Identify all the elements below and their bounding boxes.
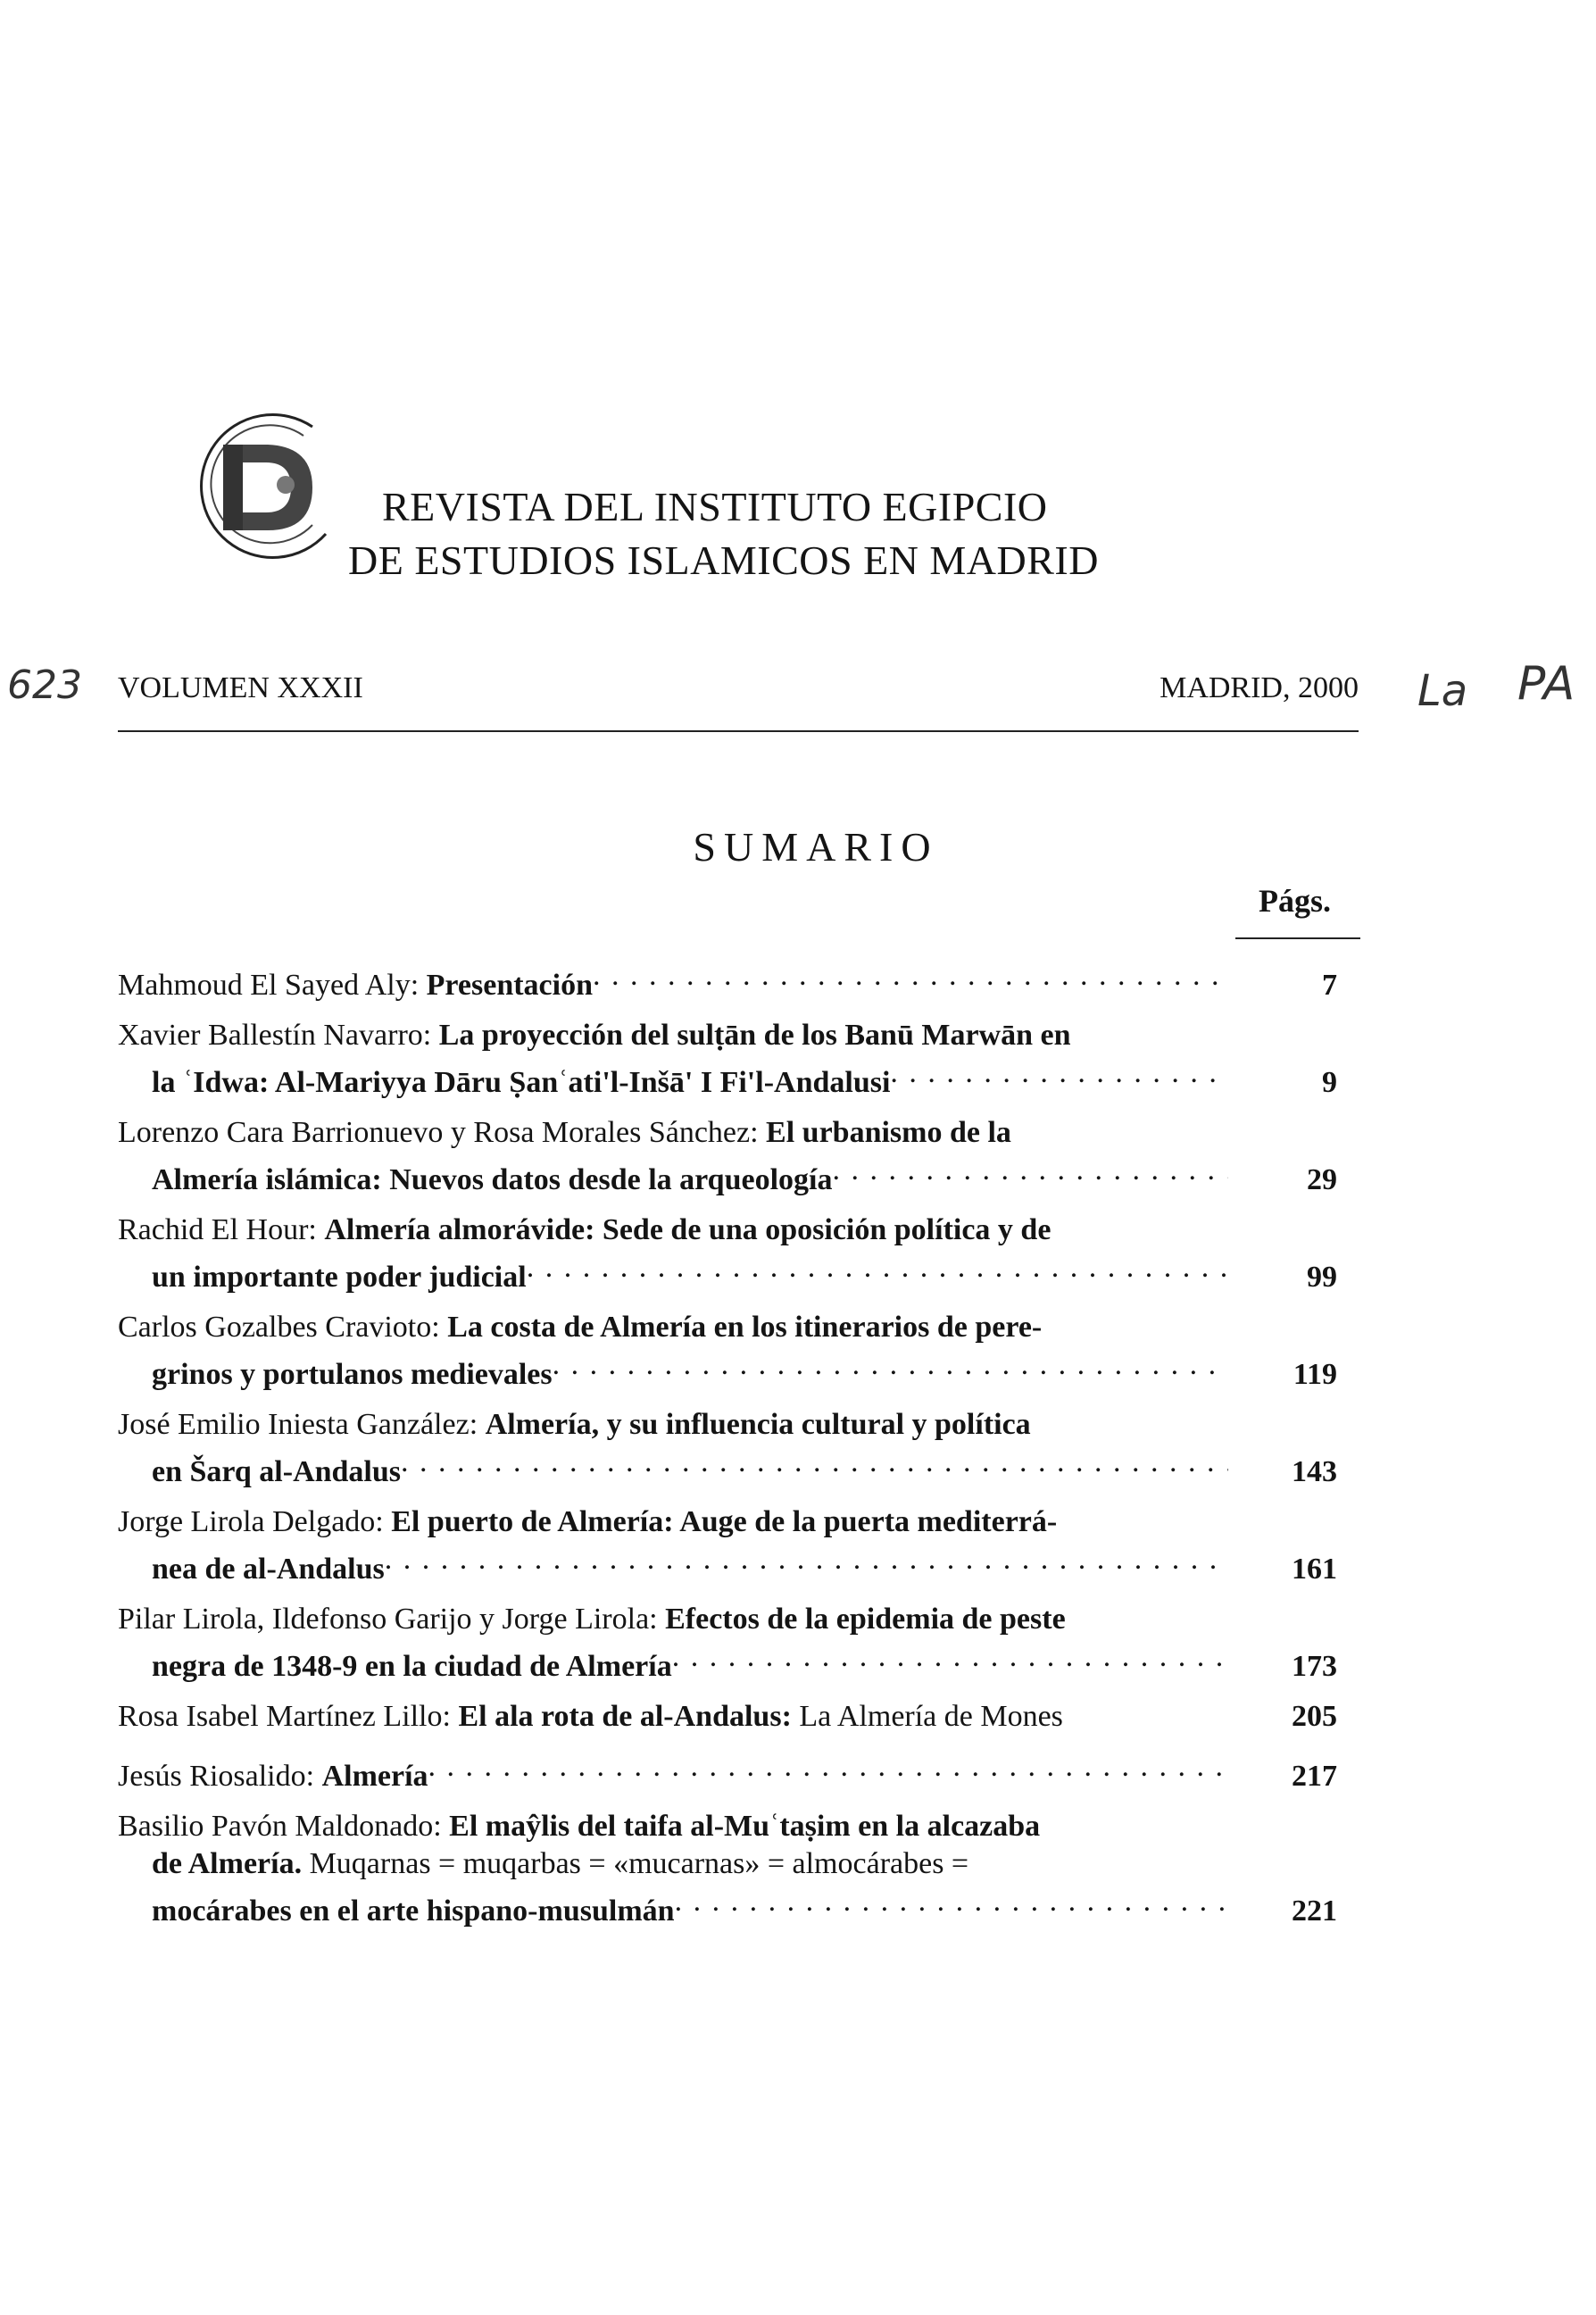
toc-entry-text: [118, 1212, 1235, 1296]
toc-title-continuation: [118, 1152, 1235, 1199]
handwritten-note-right-2: PA: [1517, 657, 1575, 711]
toc-entry-text: [118, 1748, 1235, 1795]
toc-title-cont: la ʿIdwa: Al-Mariyya Dāru Ṣanʿati'l-Inšā' I Fi'l-Andalusi: [152, 1066, 891, 1099]
toc-author: Jesús Riosalido:: [118, 1760, 322, 1793]
toc-title-cont: nea de al-Andalus: [152, 1553, 385, 1586]
toc-title: El puerto de Almería: Auge de la puerta mediterrá-: [391, 1505, 1058, 1538]
volume-row: [118, 671, 1359, 725]
toc-entry-text: [118, 1114, 1235, 1199]
toc-author: Xavier Ballestín Navarro:: [118, 1019, 439, 1052]
toc-page-number: 9: [1322, 1066, 1337, 1099]
toc-title-cont: negra de 1348-9 en la ciudad de Almería: [152, 1650, 672, 1683]
pages-rule: [1235, 937, 1360, 939]
toc-entry: [118, 1808, 1337, 1930]
toc-entry: [118, 1698, 1337, 1736]
toc-page-number: 119: [1293, 1358, 1337, 1391]
toc-author: Pilar Lirola, Ildefonso Garijo y Jorge Lirola:: [118, 1603, 666, 1636]
dot-leader: [675, 1883, 1228, 1920]
toc-subtitle: Muqarnas = muqarbas = «mucarnas» = almocárabes =: [302, 1847, 969, 1880]
journal-title: [348, 480, 1151, 587]
header-rule: [118, 730, 1359, 732]
toc-author: Rachid El Hour:: [118, 1213, 325, 1246]
dot-leader: [553, 1346, 1228, 1384]
toc-title: Presentación: [426, 969, 593, 1002]
toc-author: Jorge Lirola Delgado:: [118, 1505, 392, 1538]
toc-title-continuation: [118, 1883, 1235, 1930]
section-title: SUMARIO: [693, 824, 939, 870]
journal-logo: [179, 400, 357, 579]
dot-leader: [593, 957, 1228, 995]
toc-title: La proyección del sulṭān de los Banū Marwān en: [438, 1019, 1071, 1052]
dot-leader: [401, 1444, 1228, 1481]
toc-title: Almería: [321, 1760, 428, 1793]
toc-entry-text: [118, 1406, 1235, 1491]
toc-title-continuation: [118, 1845, 1235, 1883]
handwritten-note-right-1: La: [1417, 666, 1468, 716]
table-of-contents: [118, 957, 1337, 1943]
toc-entry-text: [118, 1698, 1235, 1736]
journal-title-line1: REVISTA DEL INSTITUTO EGIPCIO: [382, 484, 1048, 529]
toc-author: Basilio Pavón Maldonado:: [118, 1810, 450, 1843]
toc-title: Almería, y su influencia cultural y política: [485, 1408, 1031, 1441]
toc-page-number: 221: [1292, 1894, 1337, 1928]
toc-entry-text: [118, 1309, 1235, 1394]
toc-author: Lorenzo Cara Barrionuevo y Rosa Morales Sánchez:: [118, 1116, 767, 1149]
toc-title-continuation: [118, 1249, 1235, 1296]
toc-title-continuation: [118, 1638, 1235, 1686]
toc-entry: [118, 1748, 1337, 1795]
toc-entry-text: [118, 957, 1235, 1004]
dot-leader: [527, 1249, 1228, 1287]
toc-page-number: 173: [1292, 1650, 1337, 1683]
toc-author: Carlos Gozalbes Cravioto:: [118, 1311, 448, 1344]
toc-title: La costa de Almería en los itinerarios de pere-: [447, 1311, 1043, 1344]
toc-page-number: 143: [1292, 1455, 1337, 1488]
toc-title-cont: en Šarq al-Andalus: [152, 1455, 402, 1488]
dot-leader: [832, 1152, 1228, 1189]
place-date: MADRID, 2000: [1160, 671, 1359, 704]
toc-page-number: 7: [1322, 969, 1337, 1002]
toc-title-continuation: [118, 1444, 1235, 1491]
toc-title-continuation: [118, 1541, 1235, 1588]
toc-entry-text: [118, 1503, 1235, 1588]
toc-entry-text: [118, 1808, 1235, 1930]
toc-title-cont: Almería islámica: Nuevos datos desde la arqueología: [152, 1163, 833, 1196]
toc-page-number: 161: [1292, 1553, 1337, 1586]
toc-title-continuation: [118, 1054, 1235, 1102]
toc-page-number: 205: [1292, 1700, 1337, 1733]
toc-page-number: 217: [1292, 1760, 1337, 1793]
toc-subtitle: La Almería de Mones: [799, 1700, 1063, 1733]
toc-title: El ala rota de al-Andalus:: [458, 1700, 800, 1733]
pages-label: Págs.: [1259, 883, 1331, 919]
toc-title-cont: de Almería.: [152, 1847, 303, 1880]
toc-title: Efectos de la epidemia de peste: [665, 1603, 1066, 1636]
toc-entry: [118, 1601, 1337, 1686]
toc-page-number: 29: [1307, 1163, 1337, 1196]
toc-entry: [118, 1406, 1337, 1491]
toc-title-cont: un importante poder judicial: [152, 1261, 527, 1294]
volume-label: VOLUMEN XXXII: [118, 671, 363, 704]
toc-entry: [118, 1309, 1337, 1394]
toc-author: José Emilio Iniesta Ganzález:: [118, 1408, 486, 1441]
dot-leader: [890, 1054, 1228, 1092]
toc-entry-text: [118, 1017, 1235, 1102]
toc-page-number: 99: [1307, 1261, 1337, 1294]
toc-title-cont: mocárabes en el arte hispano-musulmán: [152, 1894, 675, 1928]
dot-leader: [428, 1748, 1228, 1786]
toc-author: Mahmoud El Sayed Aly:: [118, 969, 427, 1002]
toc-title-cont: grinos y portulanos medievales: [152, 1358, 553, 1391]
toc-author: Rosa Isabel Martínez Lillo:: [118, 1700, 459, 1733]
dot-leader: [385, 1541, 1228, 1578]
toc-entry: [118, 1212, 1337, 1296]
journal-title-line2: DE ESTUDIOS ISLAMICOS EN MADRID: [348, 537, 1099, 583]
toc-entry: [118, 1114, 1337, 1199]
dot-leader: [672, 1638, 1228, 1676]
toc-title: El urbanismo de la: [766, 1116, 1011, 1149]
toc-entry: [118, 1017, 1337, 1102]
toc-entry-text: [118, 1601, 1235, 1686]
toc-title: El maŷlis del taifa al-Muʿtaṣim en la alcazaba: [449, 1810, 1041, 1843]
toc-title: Almería almorávide: Sede de una oposición política y de: [324, 1213, 1052, 1246]
toc-entry: [118, 1503, 1337, 1588]
toc-title-continuation: [118, 1346, 1235, 1394]
toc-entry: [118, 957, 1337, 1004]
handwritten-note-left: 623: [7, 662, 82, 708]
